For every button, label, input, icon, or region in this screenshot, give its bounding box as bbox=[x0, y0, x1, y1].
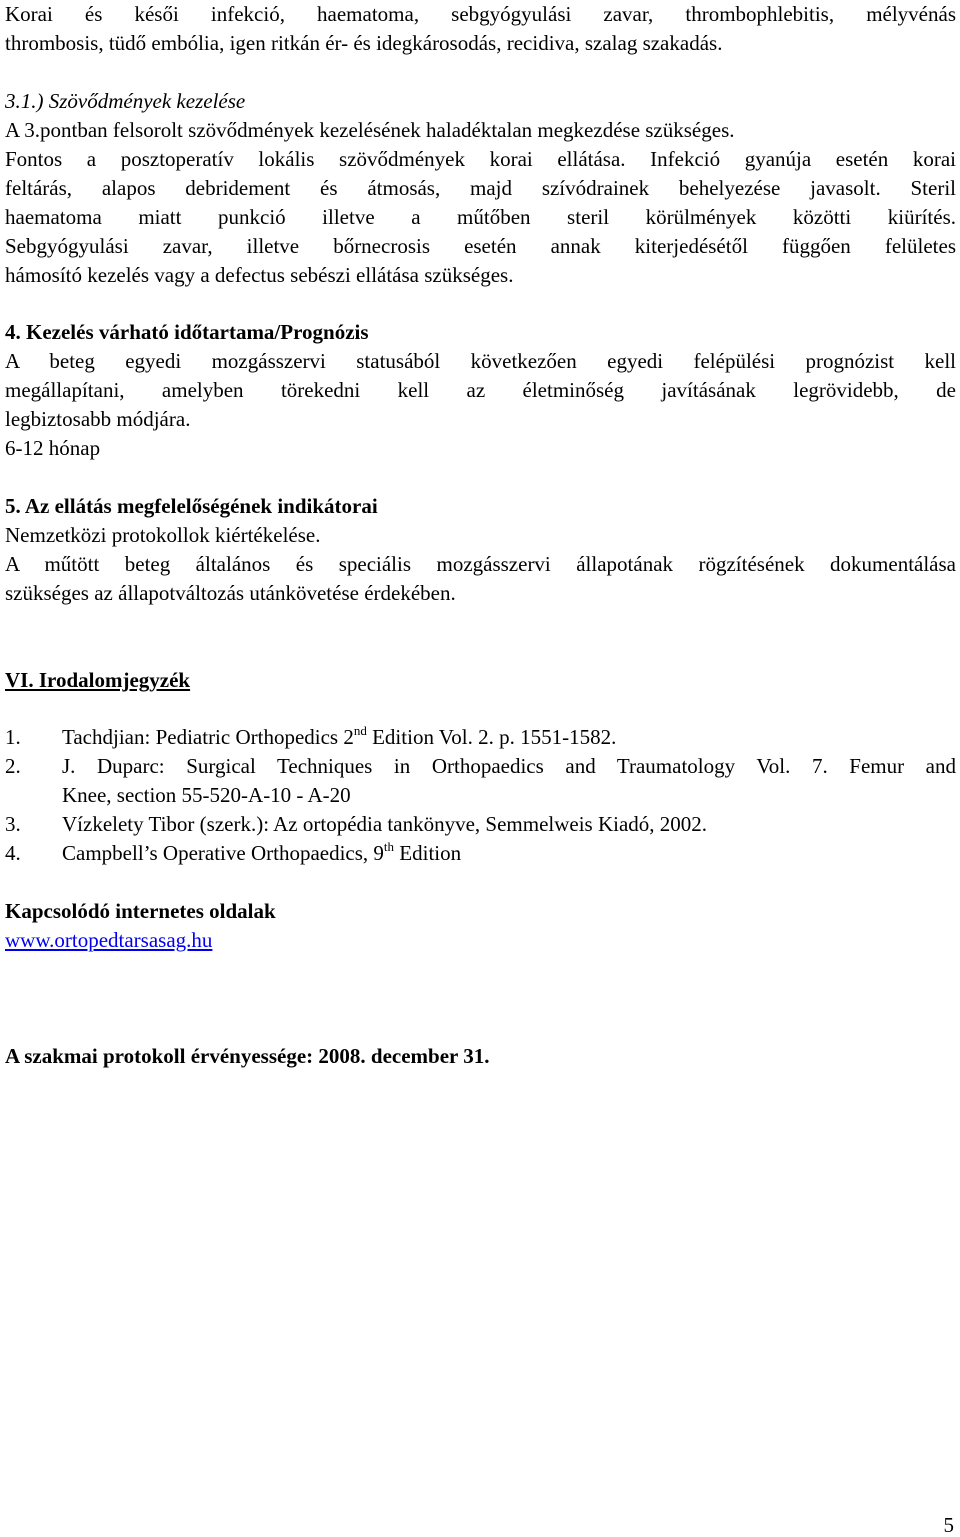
section-3-1-line-6: hámosító kezelés vagy a defectus sebészi ellátása szükséges. bbox=[5, 263, 514, 287]
section-5-line-1: Nemzetközi protokollok kiértékelése. bbox=[5, 523, 321, 547]
section-5-line-3: szükséges az állapotváltozás utánkövetése érdekében. bbox=[5, 581, 456, 605]
section-4-heading: 4. Kezelés várható időtartama/Prognózis bbox=[5, 320, 369, 344]
reference-1-superscript: nd bbox=[353, 723, 367, 738]
section-3-1-line-2a: Fontos a posztoperatív lokális szövődmények korai ellátása. bbox=[5, 147, 626, 171]
section-3-1-heading: 3.1.) Szövődmények kezelése bbox=[5, 89, 246, 113]
reference-3-text: Vízkelety Tibor (szerk.): Az ortopédia tankönyve, Semmelweis Kiadó, 2002. bbox=[62, 812, 708, 836]
reference-4-text-rest: Edition bbox=[394, 841, 462, 865]
section-5-heading: 5. Az ellátás megfelelőségének indikátorai bbox=[5, 494, 378, 518]
reference-4-text-main: Campbell’s Operative Orthopaedics, 9 bbox=[62, 841, 384, 865]
section-3-1-line-2b: Infekció gyanúja esetén korai bbox=[650, 147, 957, 171]
reference-2-number: 2. bbox=[5, 754, 21, 778]
reference-4-number: 4. bbox=[5, 841, 21, 865]
complications-line-1: Korai és késői infekció, haematoma, sebgyógyulási zavar, thrombophlebitis, mélyvénás bbox=[5, 2, 956, 26]
section-3-1-line-3: feltárás, alapos debridement és átmosás, majd szívódrainek behelyezése javasolt. Steril bbox=[5, 176, 956, 200]
section-3-1-line-2 bbox=[5, 146, 956, 172]
reference-2-line-1: J. Duparc: Surgical Techniques in Orthopaedics and Traumatology Vol. 7. Femur and bbox=[62, 754, 956, 778]
section-5-line-2: A műtött beteg általános és speciális mozgásszervi állapotának rögzítésének dokumentálása bbox=[5, 552, 956, 576]
section-4-line-1: A beteg egyedi mozgásszervi statusából következően egyedi felépülési prognózist kell bbox=[5, 349, 956, 373]
reference-3-number: 3. bbox=[5, 812, 21, 836]
reference-2-line-2: Knee, section 55-520-A-10 - A-20 bbox=[62, 783, 351, 807]
section-4-line-4: 6-12 hónap bbox=[5, 436, 101, 460]
validity-statement: A szakmai protokoll érvényessége: 2008. december 31. bbox=[5, 1044, 490, 1068]
section-3-1-line-5: Sebgyógyulási zavar, illetve bőrnecrosis esetén annak kiterjedésétől függően felületes bbox=[5, 234, 956, 258]
ortopedtarsasag-link[interactable]: www.ortopedtarsasag.hu bbox=[5, 928, 213, 952]
section-3-1-line-4: haematoma miatt punkció illetve a műtőben steril körülmények közötti kiürítés. bbox=[5, 205, 956, 229]
links-row bbox=[5, 927, 956, 953]
links-heading: Kapcsolódó internetes oldalak bbox=[5, 899, 276, 923]
section-4-line-3: legbiztosabb módjára. bbox=[5, 407, 191, 431]
reference-1-text bbox=[62, 724, 956, 750]
reference-1-number: 1. bbox=[5, 725, 21, 749]
reference-4-superscript: th bbox=[383, 839, 395, 854]
reference-1-text-rest: Edition Vol. 2. p. 1551-1582. bbox=[366, 725, 617, 749]
complications-line-2: thrombosis, tüdő embólia, igen ritkán ér- és idegkárosodás, recidiva, szalag szakadás. bbox=[5, 31, 723, 55]
references-heading: VI. Irodalomjegyzék bbox=[5, 668, 191, 692]
reference-4-text bbox=[62, 840, 956, 866]
section-4-line-2: megállapítani, amelyben törekedni kell az életminőség javításának legrövidebb, de bbox=[5, 378, 956, 402]
reference-1-text-main: Tachdjian: Pediatric Orthopedics 2 bbox=[62, 725, 354, 749]
section-3-1-line-1: A 3.pontban felsorolt szövődmények kezelésének haladéktalan megkezdése szükséges. bbox=[5, 118, 735, 142]
page-number: 5 bbox=[943, 1513, 954, 1537]
